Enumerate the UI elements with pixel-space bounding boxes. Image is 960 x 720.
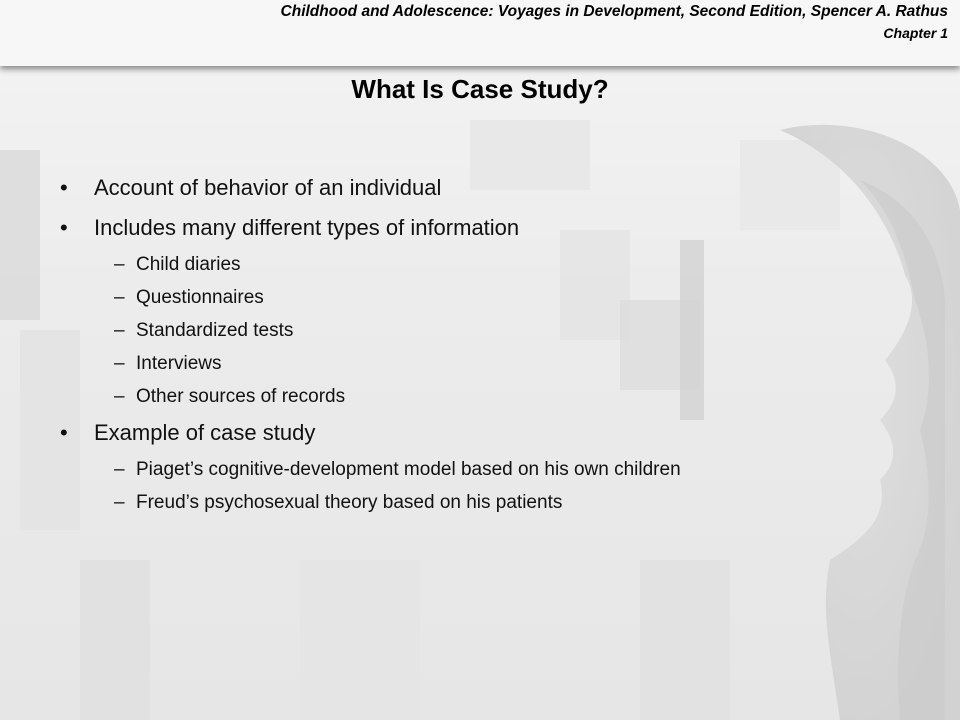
bullet-mark: • <box>60 420 68 445</box>
bullet-text: Includes many different types of information <box>94 215 520 240</box>
dash-mark: – <box>114 459 125 480</box>
bg-block <box>300 560 420 720</box>
sub-item <box>60 380 940 413</box>
bullet-text: Example of case study <box>94 420 316 445</box>
sub-item <box>60 347 940 380</box>
dash-mark: – <box>114 492 125 513</box>
dash-mark: – <box>114 320 125 341</box>
bullet-mark: • <box>60 175 68 200</box>
bullet-list <box>60 168 940 519</box>
bg-block <box>0 150 40 320</box>
chapter-label: Chapter 1 <box>883 25 948 41</box>
book-title: Childhood and Adolescence: Voyages in Development, Second Edition, Spencer A. Rathus <box>280 3 948 20</box>
sub-text: Questionnaires <box>136 287 264 308</box>
sub-text: Interviews <box>136 353 222 374</box>
sub-item <box>60 248 940 281</box>
sub-item <box>60 486 940 519</box>
slide-title: What Is Case Study? <box>351 74 609 104</box>
sub-text: Other sources of records <box>136 386 346 407</box>
dash-mark: – <box>114 386 125 407</box>
sub-text: Piaget’s cognitive-development model based on his own children <box>136 459 681 480</box>
sub-item <box>60 453 940 486</box>
sub-text: Standardized tests <box>136 320 294 341</box>
dash-mark: – <box>114 254 125 275</box>
dash-mark: – <box>114 353 125 374</box>
sub-text: Child diaries <box>136 254 241 275</box>
bullet-item <box>60 168 940 208</box>
dash-mark: – <box>114 287 125 308</box>
bg-block <box>80 560 150 720</box>
bullet-text: Account of behavior of an individual <box>94 175 442 200</box>
bg-block <box>640 560 730 720</box>
bullet-item <box>60 413 940 453</box>
bullet-item <box>60 208 940 248</box>
sub-text: Freud’s psychosexual theory based on his patients <box>136 492 563 513</box>
sub-item <box>60 314 940 347</box>
header-band <box>0 0 960 66</box>
sub-item <box>60 281 940 314</box>
bullet-mark: • <box>60 215 68 240</box>
